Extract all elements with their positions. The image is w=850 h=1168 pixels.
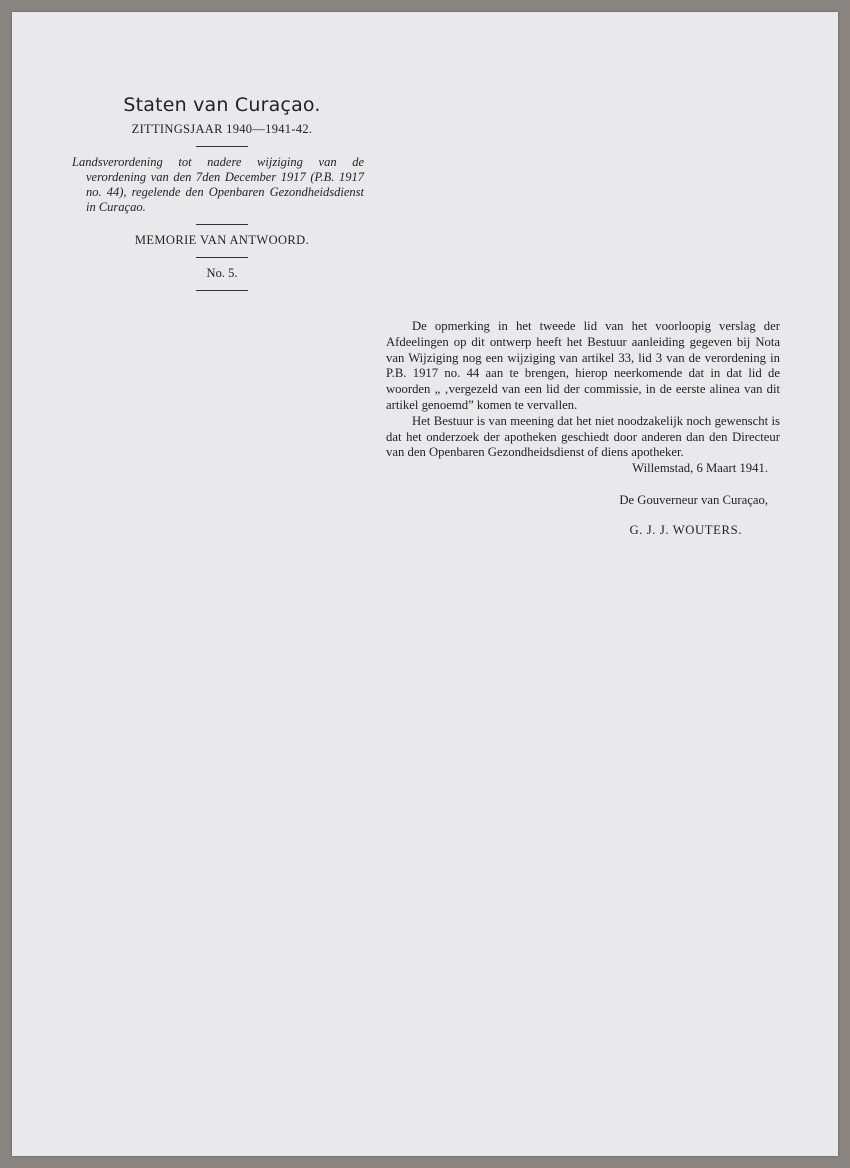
document-page [12, 12, 838, 1156]
signature-name: G. J. J. WOUTERS. [629, 522, 742, 537]
session-year: ZITTINGSJAAR 1940—1941-42. [131, 122, 313, 136]
divider-rule [196, 257, 248, 258]
divider-rule [196, 146, 248, 147]
memorie-body [386, 319, 780, 539]
governor-title: De Gouverneur van Curaçao, [619, 492, 768, 507]
divider-rule [196, 224, 248, 225]
divider-rule [196, 290, 248, 291]
place-date: Willemstad, 6 Maart 1941. [632, 461, 768, 476]
document-subject: Landsverordening tot nadere wijziging van de verordening van den 7den December 1917 (P.B. 1917 no. 44), regelende den Openbaren Gezondheidsdienst in Curaçao. [72, 155, 364, 214]
document-number: No. 5. [206, 266, 238, 280]
body-paragraph: Het Bestuur is van meening dat het niet noodzakelijk noch gewenscht is dat het onderzoek der apotheken geschiedt door anderen dan den Directeur van den Openbaren Gezondheidsdienst of diens apotheker. [386, 413, 780, 460]
section-title: MEMORIE VAN ANTWOORD. [134, 233, 310, 247]
body-paragraph: De opmerking in het tweede lid van het voorloopig verslag der Afdeelingen op dit ontwerp heeft het Bestuur aanleiding gegeven bij Nota van Wijziging nog een wijziging van artikel 33, lid 3 van de verordening in P.B. 1917 no. 44 aan te brengen, hierop neerkomende dat in dat lid de woorden „ ‚vergezeld van een lid der commissie, in de eerste alinea van dit artikel genoemd” komen te vervallen. [386, 319, 780, 412]
document-title: Staten van Curaçao. [123, 94, 321, 116]
document-header [72, 94, 372, 299]
